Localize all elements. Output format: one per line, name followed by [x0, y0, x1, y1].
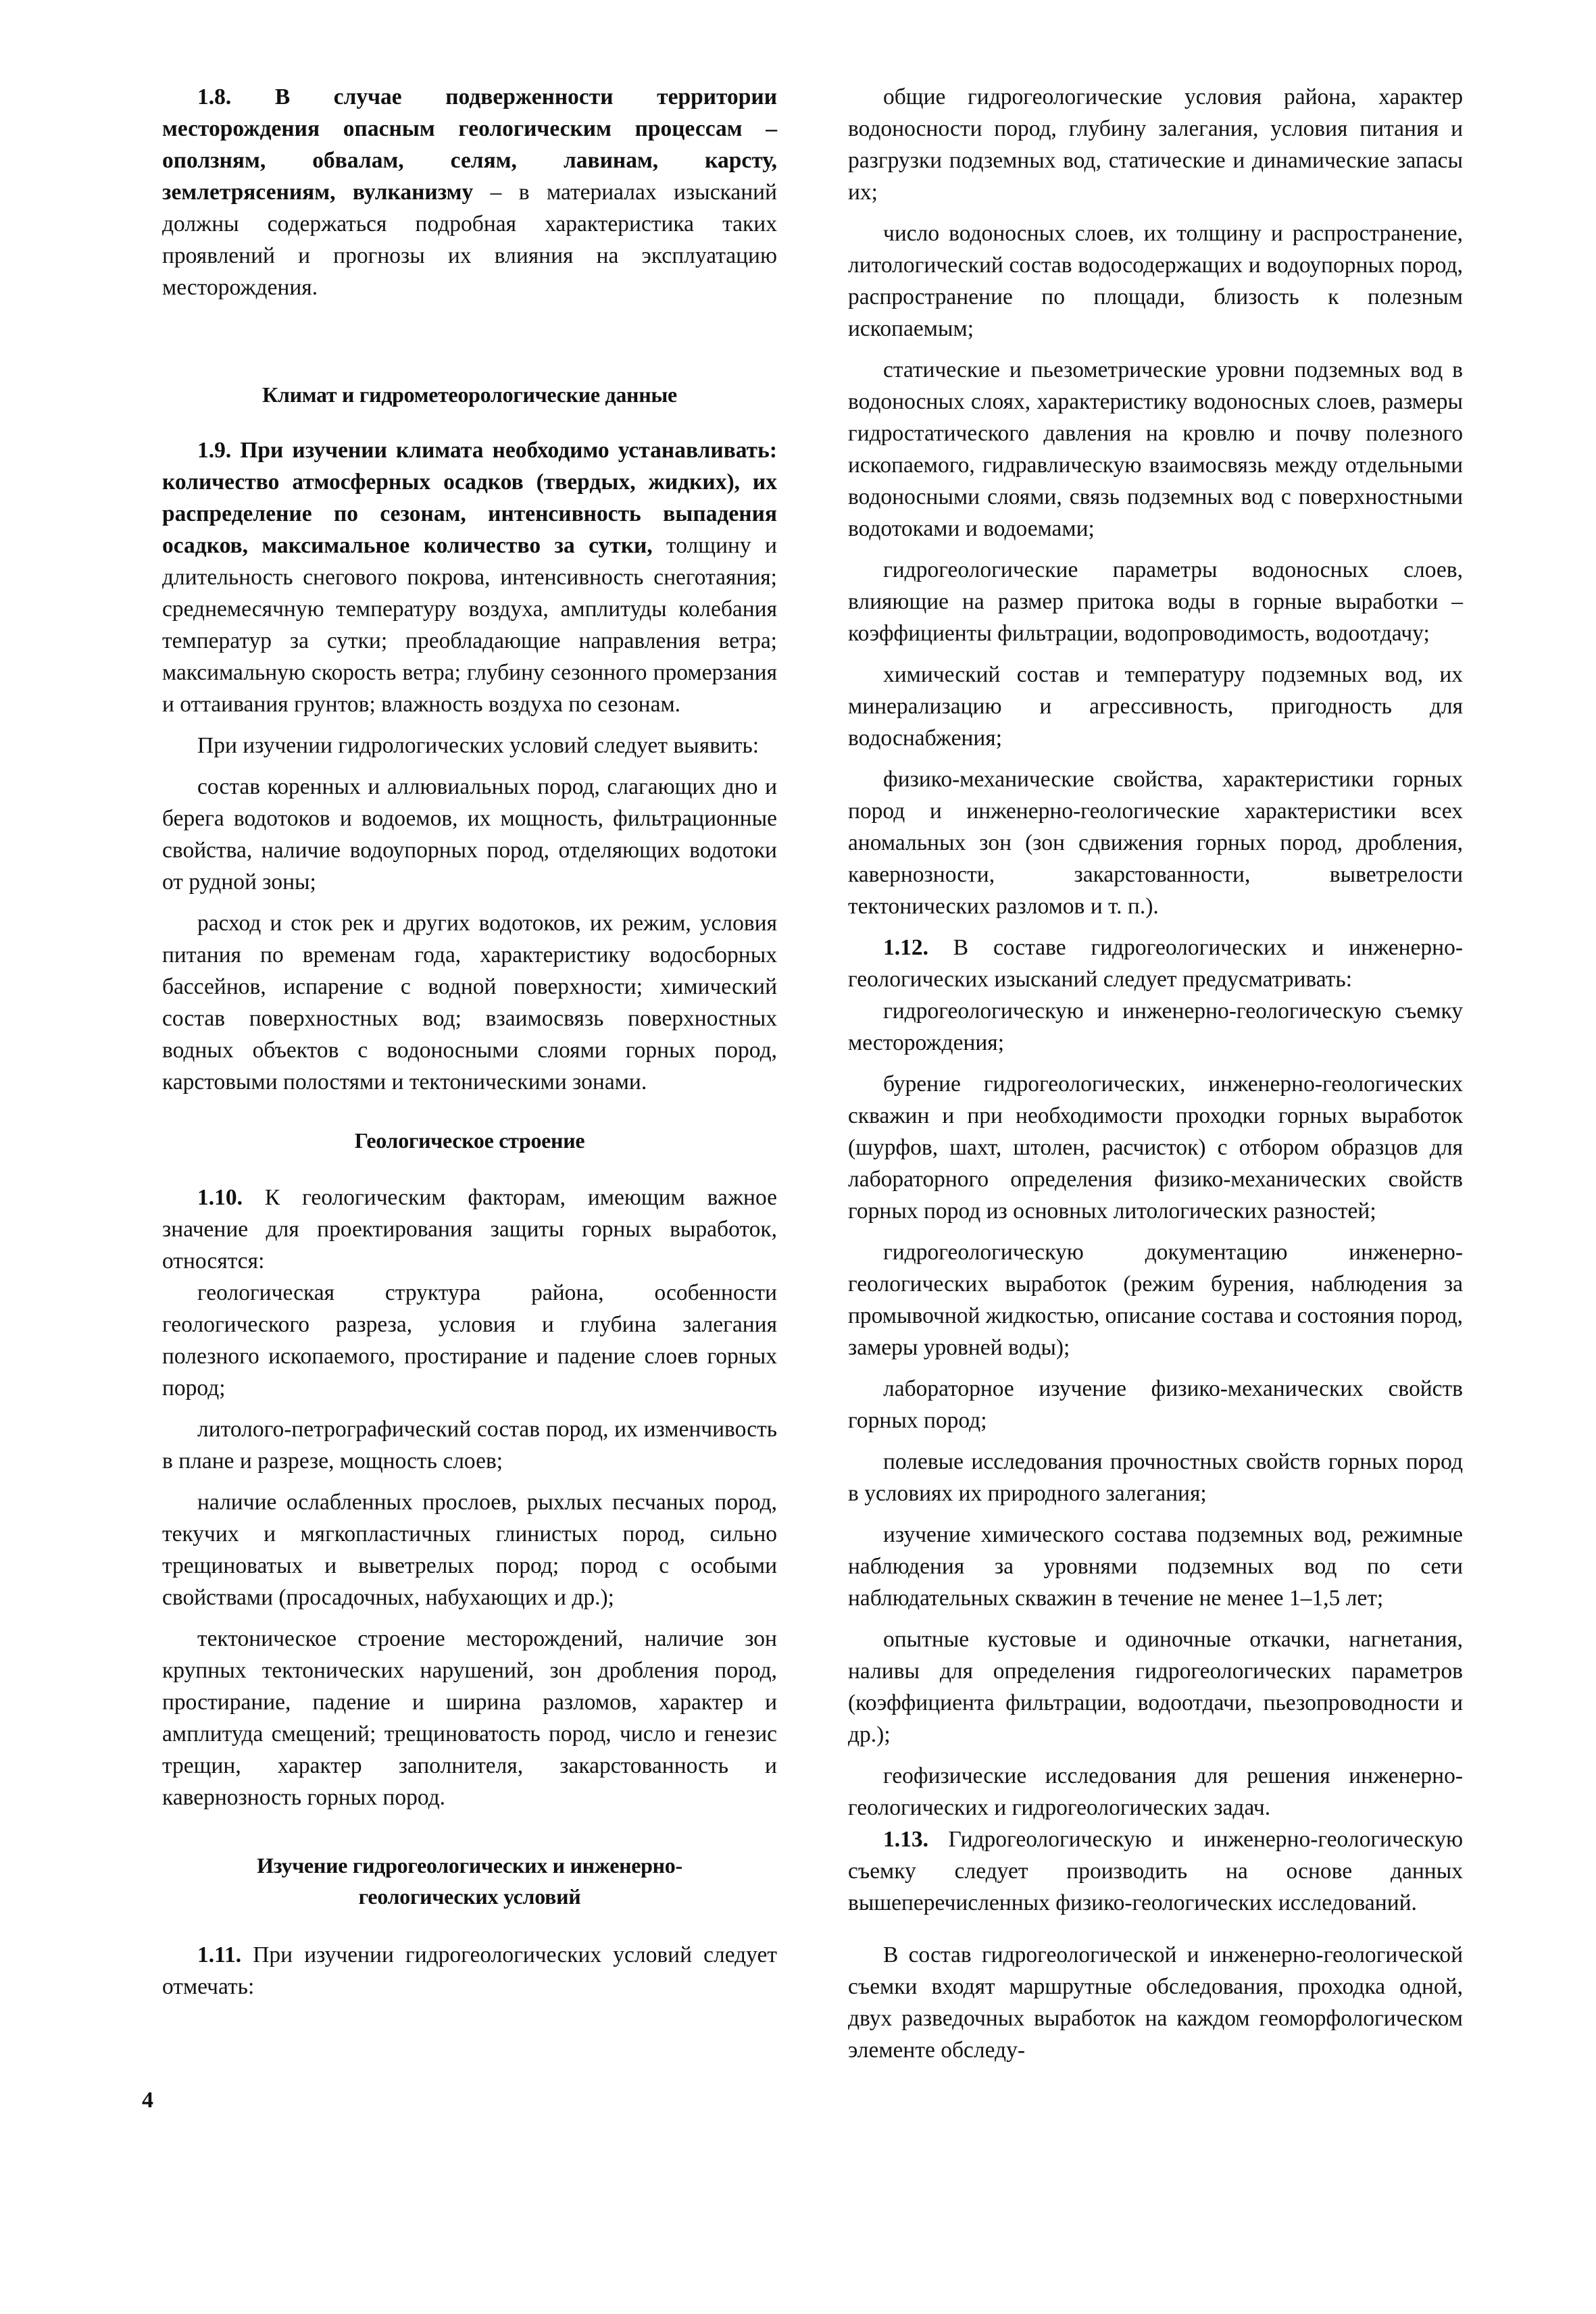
paragraph-r13: опытные кустовые и одиночные откачки, нагнетания, наливы для определения гидрогеологических параметров (коэффициента фильтрации, водоотдачи, пьезопроводности и др.);	[848, 1627, 1463, 1747]
right-column	[848, 81, 1463, 2066]
paragraph-text: В составе гидрогеологических и инженерно-геологических изысканий следует предусматривать:	[848, 935, 1463, 992]
paragraph-r4: гидрогеологические параметры водоносных слоев, влияющие на размер притока воды в горные выработки – коэффициенты фильтрации, водопроводимость, водоотдачу;	[848, 557, 1463, 646]
section-heading-geology: Геологическое строение	[354, 1128, 585, 1153]
paragraph-r3: статические и пьезометрические уровни подземных вод в водоносных слоях, характеристику водоносных слоев, размеры гидростатического давления на кровлю и почву полезного ископаемого, гидравлическую взаимосвязь между отдельными водоносными слоями, связь подземных вод с поверхностными водотоками и водоемами;	[848, 357, 1463, 541]
paragraph-number: 1.13.	[883, 1827, 928, 1852]
paragraph-number: 1.11.	[197, 1942, 242, 1967]
paragraph-number: 1.10.	[197, 1185, 243, 1210]
paragraph-hydro-intro: При изучении гидрологических условий следует выявить:	[197, 733, 759, 758]
paragraph-number: 1.8.	[197, 84, 232, 109]
paragraph-text: – в материалах изысканий должны содержаться подробная характеристика таких проявлений и прогнозы их влияния на эксплуатацию месторождения.	[162, 180, 777, 300]
paragraph-text: К геологическим факторам, имеющим важное значение для проектирования защиты горных выработок, относятся:	[162, 1185, 777, 1274]
paragraph-r10: лабораторное изучение физико-механических свойств горных пород;	[848, 1376, 1463, 1433]
paragraph-r6: физико-механические свойства, характеристики горных пород и инженерно-геологические характеристики всех аномальных зон (зон сдвижения горных пород, дробления, кавернозности, закарстованности, выветрелости тектонических разломов и т. п.).	[848, 767, 1463, 919]
paragraph-1-10-c: наличие ослабленных прослоев, рыхлых песчаных пород, текучих и мягкопластичных глинистых пород, сильно трещиноватых и выветрелых пород; пород с особыми свойствами (просадочных, набухающих и др.);	[162, 1490, 777, 1610]
paragraph-text: толщину и длительность снегового покрова, интенсивность снеготаяния; среднемесячную температуру воздуха, амплитуды колебания температур за сутки; преобладающие направления ветра; максимальную скорость ветра; глубину сезонного промерзания и оттаивания грунтов; влажность воздуха по сезонам.	[162, 533, 777, 717]
paragraph-r7: гидрогеологическую и инженерно-геологическую съемку месторождения;	[848, 999, 1463, 1055]
section-heading-climate: Климат и гидрометеорологические данные	[262, 382, 677, 407]
paragraph-r9: гидрогеологическую документацию инженерно-геологических выработок (режим бурения, наблюдения за промывочной жидкостью, описание состава и состояния пород, замеры уровней воды);	[848, 1240, 1463, 1360]
paragraph-r11: полевые исследования прочностных свойств горных пород в условиях их природного залегания;	[848, 1449, 1463, 1506]
paragraph-hydro-item-2: расход и сток рек и других водотоков, их режим, условия питания по временам года, характеристику водосборных бассейнов, испарение с водной поверхности; химический состав поверхностных вод; взаимосвязь поверхностных водных объектов с водоносными слоями горных пород, карстовыми полостями и тектоническими зонами.	[162, 911, 777, 1095]
paragraph-1-10	[162, 1182, 777, 1277]
paragraph-1-12	[848, 932, 1463, 995]
page-number: 4	[142, 2088, 153, 2113]
paragraph-r5: химический состав и температуру подземных вод, их минерализацию и агрессивность, пригодность для водоснабжения;	[848, 662, 1463, 751]
paragraph-r14: геофизические исследования для решения инженерно-геологических и гидрогеологических задач.	[848, 1763, 1463, 1820]
paragraph-1-10-b: литолого-петрографический состав пород, их изменчивость в плане и разрезе, мощность слоев;	[162, 1417, 777, 1474]
paragraph-text: При изучении гидрогеологических условий следует отмечать:	[162, 1942, 777, 1999]
left-column	[162, 81, 777, 2003]
paragraph-1-8	[162, 81, 777, 303]
paragraph-r8: бурение гидрогеологических, инженерно-геологических скважин и при необходимости проходки горных выработок (шурфов, шахт, штолен, расчисток) с отбором образцов для лабораторного определения физико-механических свойств горных пород из основных литологических разностей;	[848, 1072, 1463, 1224]
paragraph-1-11	[162, 1939, 777, 2003]
paragraph-text-bold: При изучении климата необходимо устанавливать: количество атмосферных осадков (твердых, жидких), их распределение по сезонам, интенсивность выпадения осадков, максимальное количество за сутки,	[162, 438, 777, 558]
paragraph-1-9	[162, 434, 777, 720]
paragraph-text: Гидрогеологическую и инженерно-геологическую съемку следует производить на основе данных вышеперечисленных физико-геологических исследований.	[848, 1827, 1463, 1915]
paragraph-1-10-a: геологическая структура района, особенности геологического разреза, условия и глубина залегания полезного ископаемого, простирание и падение слоев горных пород;	[162, 1280, 777, 1401]
paragraph-1-10-d: тектоническое строение месторождений, наличие зон крупных тектонических нарушений, зон дробления пород, простирание, падение и ширина разломов, характер и амплитуда смещений; трещиноватость пород, число и генезис трещин, характер заполнителя, закарстованность и кавернозность горных пород.	[162, 1626, 777, 1810]
paragraph-text-bold: В случае подверженности территории месторождения опасным геологическим процессам – оползням, обвалам, селям, лавинам, карсту, землетрясениям, вулканизму	[162, 84, 778, 205]
paragraph-hydro-item-1: состав коренных и аллювиальных пород, слагающих дно и берега водотоков и водоемов, их мощность, фильтрационные свойства, наличие водоупорных пород, отделяющих водотоки от рудной зоны;	[162, 774, 777, 895]
paragraph-number: 1.12.	[883, 935, 928, 960]
section-heading-hydrogeology: Изучение гидрогеологических и инженерно-геологических условий	[257, 1853, 682, 1909]
paragraph-r2: число водоносных слоев, их толщину и распространение, литологический состав водосодержащих и водоупорных пород, распространение по площади, близость к полезным ископаемым;	[848, 221, 1463, 341]
paragraph-number: 1.9.	[197, 438, 232, 463]
paragraph-r15: В состав гидрогеологической и инженерно-геологической съемки входят маршрутные обследования, проходка одной, двух разведочных выработок на каждом геоморфологическом элементе обследу-	[848, 1942, 1463, 2063]
paragraph-r12: изучение химического состава подземных вод, режимные наблюдения за уровнями подземных вод по сети наблюдательных скважин в течение не менее 1–1,5 лет;	[848, 1522, 1463, 1611]
paragraph-r1: общие гидрогеологические условия района, характер водоносности пород, глубину залегания, условия питания и разгрузки подземных вод, статические и динамические запасы их;	[848, 84, 1463, 205]
paragraph-1-13	[848, 1823, 1463, 1919]
